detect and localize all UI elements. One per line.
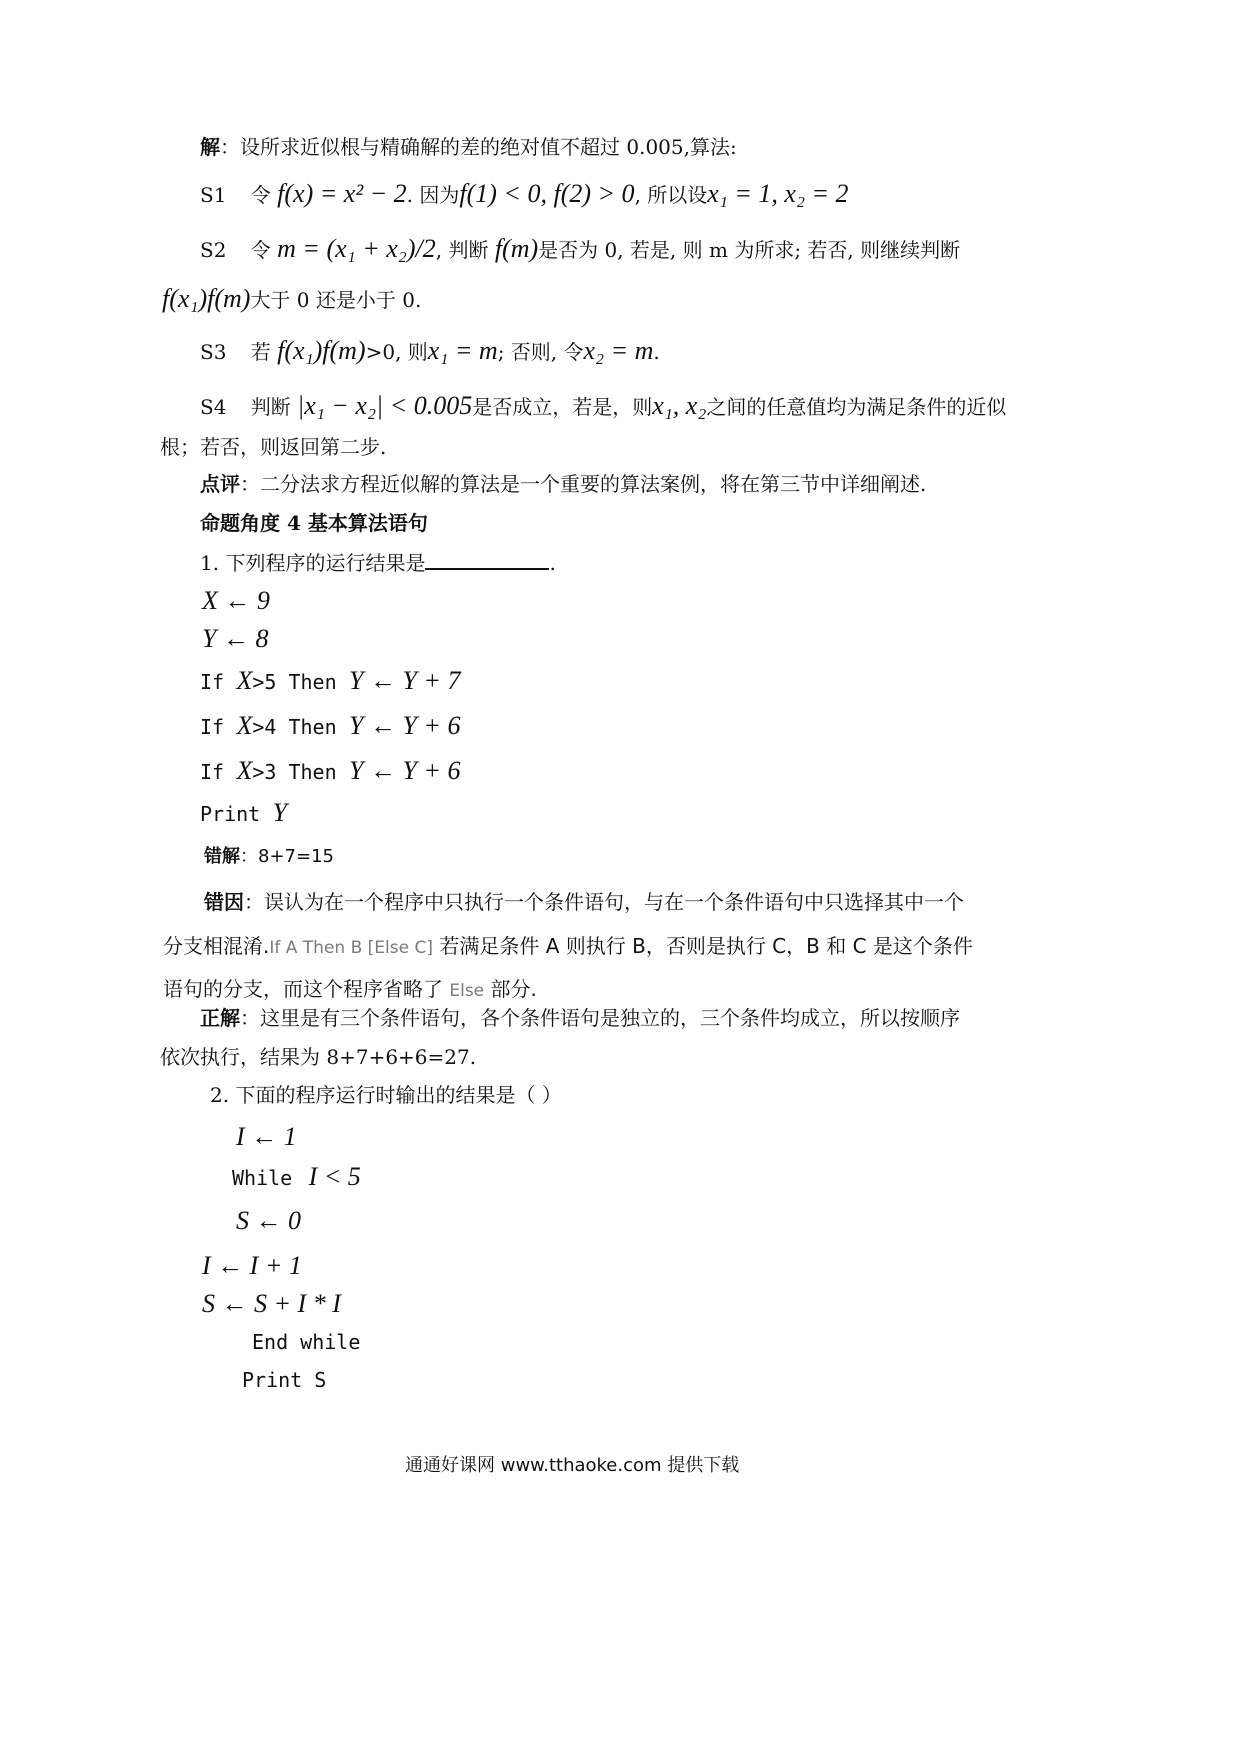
formula: x₁ = m — [427, 336, 498, 365]
formula: f(x₁)f(m) — [277, 336, 366, 365]
code-line: S ← 0 — [236, 1206, 301, 1235]
formula: f(m) — [494, 234, 539, 263]
error-cause-line2 — [163, 936, 973, 957]
comment-text: ：二分法求方程近似解的算法是一个重要的算法案例，将在第三节中详细阐述. — [240, 472, 927, 496]
step-text: 若 — [250, 340, 271, 364]
formula: |x₁ − x₂| < 0.005 — [297, 391, 473, 420]
code-keyword: >5 Then — [252, 670, 337, 694]
wrong-text: ：8+7=15 — [240, 846, 334, 867]
formula: m = (x₁ + x₂)/2 — [277, 234, 436, 263]
code-statement: Y ← 8 — [202, 624, 269, 653]
error-cause — [204, 892, 964, 912]
step-s2 — [200, 236, 960, 262]
code-variable: X — [236, 711, 253, 740]
step-text: . — [653, 340, 660, 364]
step-text: , 判断 — [435, 238, 489, 262]
step-text: , 所以设 — [634, 183, 708, 207]
correct-solution-line2: 依次执行，结果为 8+7+6+6=27. — [160, 1045, 477, 1069]
step-s4-cont: 根；若否，则返回第二步. — [160, 435, 387, 459]
step-text: 判断 — [250, 395, 291, 419]
step-label: S4 — [200, 395, 227, 419]
code-line — [200, 758, 460, 784]
step-label: S1 — [200, 183, 227, 207]
comment-label: 点评 — [200, 472, 240, 496]
answer-blank — [425, 550, 549, 570]
formula: f(1) < 0, f(2) > 0 — [459, 179, 635, 208]
step-s3 — [200, 338, 660, 364]
page-footer: 通通好课网 www.tthaoke.com 提供下载 — [405, 1455, 740, 1476]
code-line — [200, 800, 287, 826]
code-line: End while — [252, 1330, 361, 1354]
code-keyword: Print — [200, 802, 261, 826]
code-keyword: >3 Then — [252, 760, 337, 784]
step-text: ; 否则, 令 — [497, 340, 584, 364]
code-snippet: Else — [449, 981, 485, 1001]
cause-text: 语句的分支，而这个程序省略了 — [163, 977, 450, 1001]
code-statement: Y ← Y + 6 — [349, 711, 461, 740]
step-s1 — [200, 181, 849, 207]
wrong-label: 错解 — [204, 846, 240, 867]
question-2-prompt: 2. 下面的程序运行时输出的结果是（ ） — [210, 1083, 562, 1107]
code-line — [232, 1164, 361, 1190]
error-cause-line3 — [163, 979, 537, 1000]
cause-text: 部分. — [484, 977, 537, 1001]
step-text: 是否为 0, 若是, 则 m 为所求; 若否, 则继续判断 — [538, 238, 961, 262]
step-label: S3 — [200, 340, 227, 364]
solution-label: 解 — [200, 135, 220, 159]
cause-label: 错因 — [204, 890, 244, 914]
code-keyword: If — [200, 715, 225, 739]
step-s4 — [200, 393, 1006, 419]
code-statement: I < 5 — [308, 1162, 361, 1191]
cause-text: 若满足条件 A 则执行 B，否则是执行 C，B 和 C 是这个条件 — [432, 934, 973, 958]
formula: f(x₁)f(m) — [162, 284, 251, 313]
code-keyword: >4 Then — [252, 715, 337, 739]
solution-text: ：设所求近似根与精确解的差的绝对值不超过 0.005,算法: — [220, 135, 737, 159]
code-snippet: If A Then B [Else C] — [269, 938, 433, 958]
code-keyword: If — [200, 670, 225, 694]
code-line: Print S — [242, 1368, 327, 1392]
step-text: 大于 0 还是小于 0. — [250, 288, 422, 312]
code-variable: Y — [272, 798, 288, 827]
comment-paragraph — [200, 474, 926, 494]
code-line: I ← I + 1 — [202, 1251, 302, 1280]
question-text: . — [549, 551, 556, 575]
code-line: S ← S + I * I — [202, 1289, 341, 1318]
step-text: 令 — [250, 183, 271, 207]
code-variable: X — [236, 756, 253, 785]
formula: f(x) = x² − 2 — [277, 179, 407, 208]
code-statement: Y ← Y + 7 — [349, 666, 461, 695]
solution-paragraph — [200, 137, 737, 157]
question-text: 1. 下列程序的运行结果是 — [200, 551, 426, 575]
wrong-solution — [204, 848, 334, 866]
code-line — [202, 626, 268, 652]
code-variable: X — [236, 666, 253, 695]
code-line — [200, 713, 460, 739]
step-text: . 因为 — [406, 183, 460, 207]
step-text: 令 — [250, 238, 271, 262]
cause-text: 分支相混淆. — [163, 934, 270, 958]
formula: x₁, x₂ — [652, 391, 707, 420]
formula: x₂ = m — [583, 336, 654, 365]
code-statement: X ← 9 — [202, 586, 270, 615]
code-keyword: While — [232, 1166, 293, 1190]
code-line: I ← 1 — [236, 1122, 297, 1151]
step-text: >0, 则 — [365, 340, 428, 364]
correct-label: 正解 — [200, 1006, 240, 1030]
step-label: S2 — [200, 238, 227, 262]
question-1-prompt — [200, 550, 556, 573]
correct-text: ：这里是有三个条件语句，各个条件语句是独立的，三个条件均成立，所以按顺序 — [240, 1006, 960, 1030]
code-statement: Y ← Y + 6 — [349, 756, 461, 785]
formula: x₁ = 1, x₂ = 2 — [707, 179, 849, 208]
step-text: 之间的任意值均为满足条件的近似 — [706, 395, 1007, 419]
cause-text: ：误认为在一个程序中只执行一个条件语句，与在一个条件语句中只选择其中一个 — [244, 890, 964, 914]
code-line — [202, 588, 270, 614]
section-title: 命题角度 4 基本算法语句 — [200, 511, 428, 535]
code-line — [200, 668, 460, 694]
correct-solution — [200, 1008, 960, 1028]
code-keyword: If — [200, 760, 225, 784]
step-text: 是否成立，若是，则 — [472, 395, 653, 419]
step-s2-cont — [162, 286, 421, 312]
